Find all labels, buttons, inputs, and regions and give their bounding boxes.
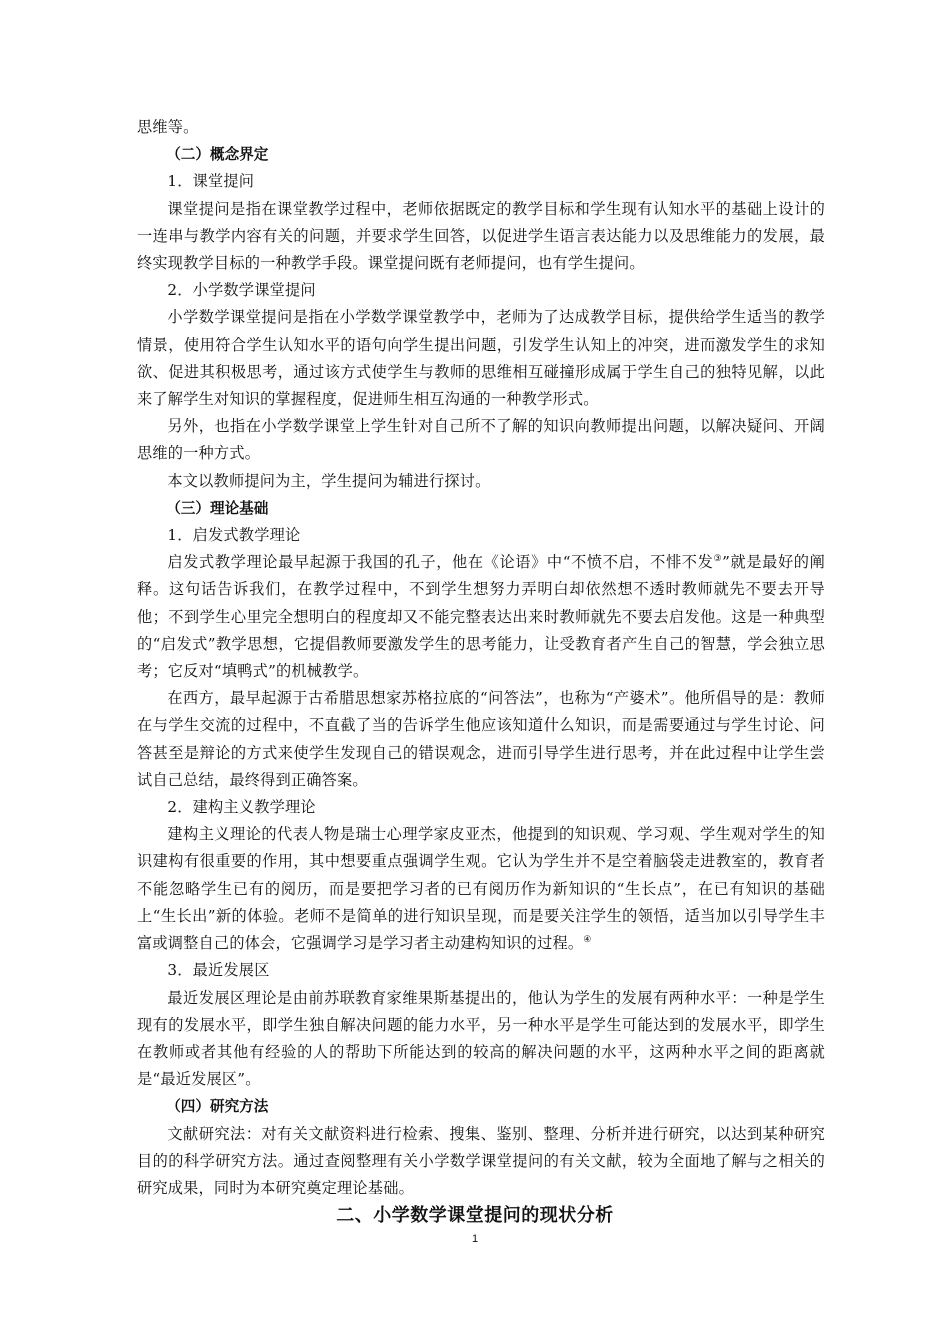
page-number: 1 [471,1233,479,1245]
paragraph: 另外，也指在小学数学课堂上学生针对自己所不了解的知识向教师提出问题，以解决疑问、开阔思维的一种方式。 [137,417,825,463]
footnote-marker: ③ [713,554,723,565]
section-heading: （三）理论基础 [166,499,269,517]
paragraph: 3．最近发展区 [167,961,270,980]
document-body [137,114,825,1202]
paragraph: 小学数学课堂提问是指在小学数学课堂教学中，老师为了达成教学目标，提供给学生适当的教学情景，使用符合学生认知水平的语句向学生提出问题，引发学生认知上的冲突，进而激发学生的求知欲、促进其积极思考，通过该方式使学生与教师的思维相互碰撞形成属于学生自己的独特见解，以此来了解学生对知识的掌握程度，促进师生相互沟通的一种教学形式。 [137,308,825,409]
paragraph: 思维等。 [137,118,199,136]
paragraph-text: ”就是最好的阐释。这句话告诉我们，在教学过程中，不到学生想努力弄明白却依然想不透时教师就先不要去开导他；不到学生心里完全想明白的程度却又不能完整表达出来时教师就先不要去启发他。这是一种典型的“启发式”教学思想，它提倡教师要激发学生的思考能力，让受教育者产生自己的智慧，学会独立思考；它反对“填鸭式”的机械教学。 [137,553,826,681]
paragraph [137,549,825,685]
footnote-marker: ④ [583,935,592,946]
chapter-title: 二、小学数学课堂提问的现状分析 [336,1205,614,1226]
paragraph: 2．建构主义教学理论 [167,798,316,817]
paragraph: 课堂提问是指在课堂教学过程中，老师依据既定的教学目标和学生现有认知水平的基础上设计的一连串与教学内容有关的问题，并要求学生回答，以促进学生语言表达能力以及思维能力的发展，最终实现教学目标的一种教学手段。课堂提问既有老师提问，也有学生提问。 [137,199,825,273]
paragraph-text: 启发式教学理论最早起源于我国的孔子，他在《论语》中“不愤不启，不悱不发 [167,553,714,572]
section-heading: （二）概念界定 [166,146,269,164]
section-heading: （四）研究方法 [166,1098,269,1116]
paragraph: 本文以教师提问为主，学生提问为辅进行探讨。 [167,471,491,490]
paragraph-text: 建构主义理论的代表人物是瑞士心理学家皮亚杰，他提到的知识观、学习观、学生观对学生的知识建构有很重要的作用，其中想要重点强调学生观。它认为学生并不是空着脑袋走进教室的，教育者不能忽略学生已有的阅历，而是要把学习者的已有阅历作为新知识的“生长点”，在已有知识的基础上“生长出”新的体验。老师不是简单的进行知识呈现，而是要关注学生的领悟，适当加以引导学生丰富或调整自己的体会，它强调学习是学习者主动建构知识的过程。 [137,825,825,953]
paragraph: 1．启发式教学理论 [167,526,301,545]
paragraph: 2．小学数学课堂提问 [167,281,316,300]
paragraph [137,821,825,957]
paragraph: 文献研究法：对有关文献资料进行检索、搜集、鉴别、整理、分析并进行研究，以达到某种研究目的的科学研究方法。通过查阅整理有关小学数学课堂提问的有关文献，较为全面地了解与之相关的研究成果，同时为本研究奠定理论基础。 [137,1124,825,1197]
paragraph: 1．课堂提问 [167,172,255,191]
paragraph: 最近发展区理论是由前苏联教育家维果斯基提出的，他认为学生的发展有两种水平：一种是学生现有的发展水平，即学生独自解决问题的能力水平，另一种水平是学生可能达到的发展水平，即学生在教师或者其他有经验的人的帮助下所能达到的较高的解决问题的水平，这两种水平之间的距离就是“最近发展区”。 [137,988,825,1089]
paragraph: 在西方，最早起源于古希腊思想家苏格拉底的“问答法”，也称为“产婆术”。他所倡导的是：教师在与学生交流的过程中，不直截了当的告诉学生他应该知道什么知识，而是需要通过与学生讨论、问答甚至是辩论的方式来使学生发现自己的错误观念，进而引导学生进行思考，并在此过程中让学生尝试自己总结，最终得到正确答案。 [137,689,825,789]
